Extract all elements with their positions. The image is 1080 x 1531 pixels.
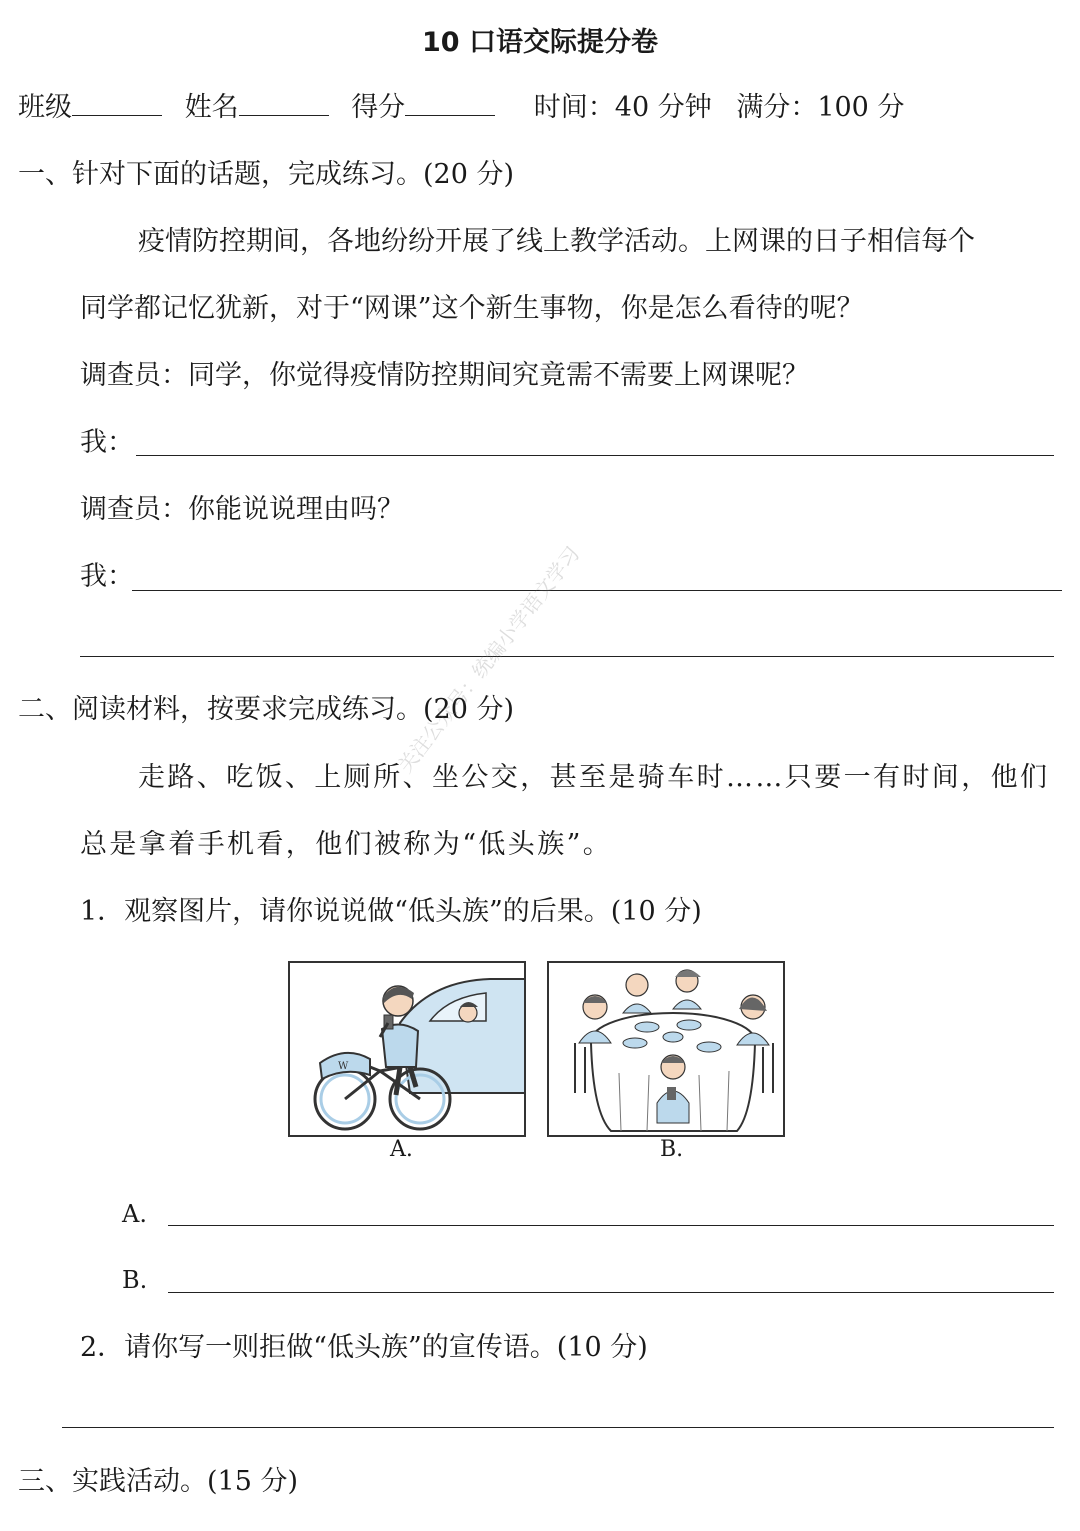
bike-phone-illustration (290, 963, 524, 1135)
class-label: 班级 (18, 92, 72, 123)
interviewer-question-1: 调查员：同学，你觉得疫情防控期间究竟需不需要上网课呢？ (80, 360, 809, 391)
watermark: 关注公众号：统编小学语文学习 (393, 541, 585, 778)
section1-paragraph-line2: 同学都记忆犹新，对于“网课”这个新生事物，你是怎么看待的呢？ (80, 293, 864, 324)
dinner-table-phone-illustration (549, 963, 783, 1135)
me-label-1: 我： (80, 427, 134, 458)
section2-paragraph-line2: 总是拿着手机看，他们被称为“低头族”。 (80, 829, 613, 860)
page-title: 10 口语交际提分卷 (422, 27, 658, 58)
name-blank (239, 93, 329, 116)
class-blank (72, 93, 162, 116)
picture-b (547, 961, 785, 1137)
section2-heading: 二、阅读材料，按要求完成练习。(20 分) (18, 694, 515, 725)
picture-b-caption: B. (660, 1137, 684, 1162)
item-2-question: 2．请你写一则拒做“低头族”的宣传语。(10 分) (80, 1332, 648, 1363)
section2-paragraph-line1: 走路、吃饭、上厕所、坐公交，甚至是骑车时……只要一有时间，他们 (138, 762, 1050, 793)
header-info (18, 88, 904, 128)
score-label: 得分 (351, 92, 406, 123)
interviewer-question-2: 调查员：你能说说理由吗？ (80, 494, 404, 525)
name-label: 姓名 (184, 92, 239, 123)
section3-heading: 三、实践活动。(15 分) (18, 1466, 299, 1497)
answer-line-3[interactable] (80, 656, 1054, 657)
slogan-answer-line[interactable] (62, 1427, 1054, 1428)
score-blank (405, 93, 495, 116)
answer-line-2[interactable] (132, 590, 1062, 591)
section1-paragraph-line1: 疫情防控期间，各地纷纷开展了线上教学活动。上网课的日子相信每个 (138, 226, 975, 257)
picture-a-caption: A. (390, 1137, 413, 1162)
svg-text:W: W (338, 1061, 349, 1072)
picture-a (288, 961, 526, 1137)
answer-a-label: A. (122, 1200, 147, 1228)
me-label-2: 我： (80, 561, 134, 592)
answer-a-line[interactable] (168, 1225, 1054, 1226)
answer-b-label: B. (122, 1266, 148, 1294)
section1-heading: 一、针对下面的话题，完成练习。(20 分) (18, 159, 515, 190)
full-score-text: 满分：100 分 (736, 92, 905, 123)
answer-line-1[interactable] (136, 455, 1054, 456)
item-1-question: 1．观察图片，请你说说做“低头族”的后果。(10 分) (80, 896, 702, 927)
time-text: 时间：40 分钟 (533, 92, 712, 123)
answer-b-line[interactable] (168, 1292, 1054, 1293)
